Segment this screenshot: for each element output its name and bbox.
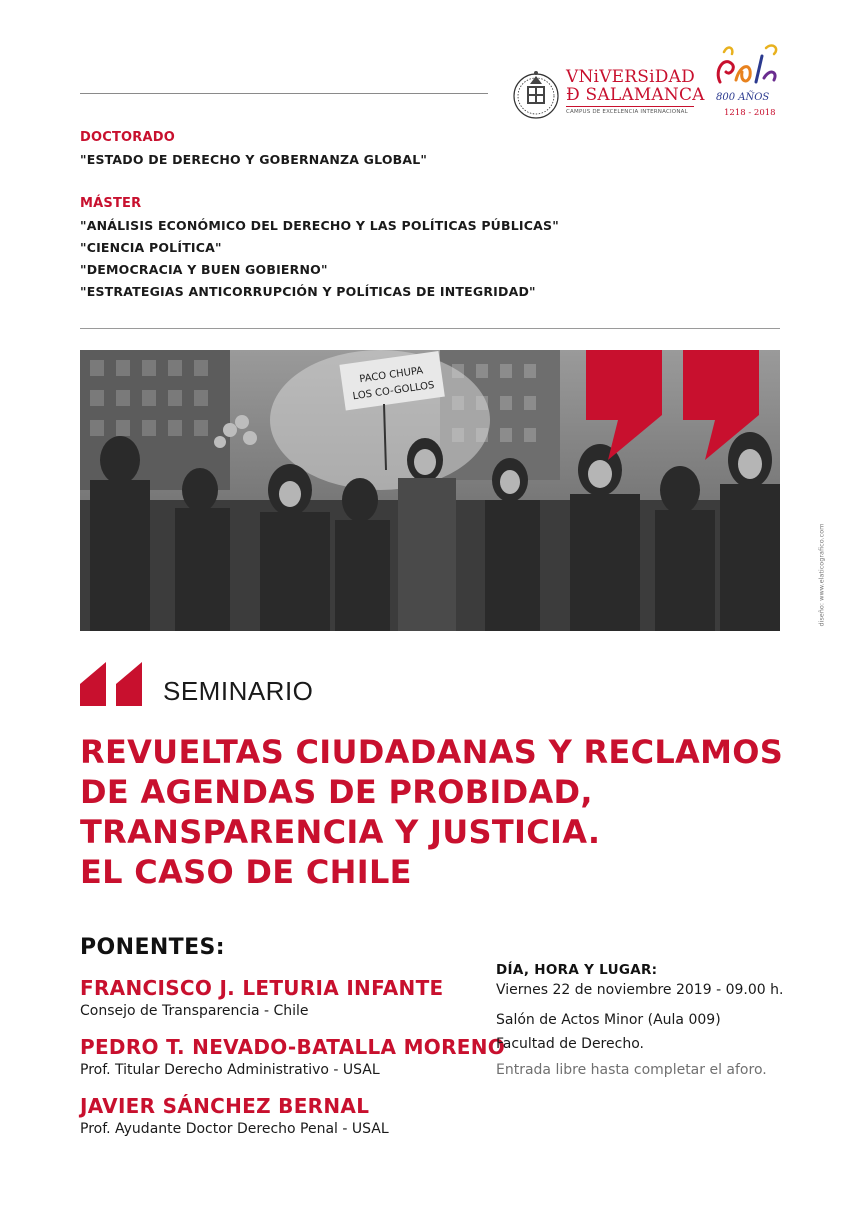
quote-mark-icon — [80, 662, 144, 706]
university-sub-rule — [566, 106, 694, 107]
speaker-role: Prof. Ayudante Doctor Derecho Penal - USAL — [80, 1121, 389, 1137]
event-title-line: EL CASO DE CHILE — [80, 853, 412, 891]
anniversary-emblem-icon — [710, 42, 785, 92]
event-info — [496, 962, 783, 1082]
svg-text:LOS CO-GOLLOS: LOS CO-GOLLOS — [352, 379, 436, 403]
event-title-line: REVUELTAS CIUDADANAS Y RECLAMOS — [80, 733, 784, 771]
anniversary-text: 800 AÑOS — [716, 92, 770, 103]
speaker-role: Prof. Titular Derecho Administrativo - USAL — [80, 1062, 380, 1078]
doctorado-block — [80, 127, 427, 171]
event-title-line: DE AGENDAS DE PROBIDAD, — [80, 773, 593, 811]
speakers-heading: PONENTES: — [80, 935, 225, 960]
protest-photo — [80, 350, 780, 631]
design-credit — [817, 516, 834, 636]
protest-photo-illustration — [80, 350, 780, 631]
speaker-name: JAVIER SÁNCHEZ BERNAL — [80, 1094, 370, 1118]
doctorado-label: DOCTORADO — [80, 130, 176, 145]
speaker-entry — [80, 1035, 505, 1078]
master-item: "ANÁLISIS ECONÓMICO DEL DERECHO Y LAS POLÍTICAS PÚBLICAS" — [80, 218, 559, 233]
event-title — [80, 732, 800, 892]
event-title-line: TRANSPARENCIA Y JUSTICIA. — [80, 813, 601, 851]
speaker-role: Consejo de Transparencia - Chile — [80, 1003, 309, 1019]
event-type-label: SEMINARIO — [163, 676, 314, 706]
university-name-line2: Ð SALAMANCA — [566, 85, 705, 105]
doctorado-item: "ESTADO DE DERECHO Y GOBERNANZA GLOBAL" — [80, 152, 428, 167]
design-credit-text: diseño: www.elaticografico.com — [817, 523, 826, 627]
master-block — [80, 193, 559, 303]
master-label: MÁSTER — [80, 196, 142, 211]
master-item: "CIENCIA POLÍTICA" — [80, 240, 222, 255]
event-date-time: Viernes 22 de noviembre 2019 - 09.00 h. — [496, 982, 784, 998]
anniversary-years: 1218 - 2018 — [724, 108, 776, 118]
speaker-name: FRANCISCO J. LETURIA INFANTE — [80, 976, 444, 1000]
university-logo — [512, 66, 705, 126]
event-info-heading: DÍA, HORA Y LUGAR: — [496, 962, 658, 978]
university-campus-tagline: CAMPUS DE EXCELENCIA INTERNACIONAL — [566, 109, 688, 115]
event-entry-note: Entrada libre hasta completar el aforo. — [496, 1062, 767, 1078]
master-item: "DEMOCRACIA Y BUEN GOBIERNO" — [80, 262, 328, 277]
anniversary-logo — [710, 42, 785, 122]
university-seal-icon — [512, 66, 560, 122]
protest-sign-text: PACO CHUPA — [358, 365, 424, 386]
header-rule — [80, 93, 488, 94]
event-faculty: Facultad de Derecho. — [496, 1036, 644, 1052]
event-venue: Salón de Actos Minor (Aula 009) — [496, 1012, 721, 1028]
university-name-line1: VNiVERSiDAD — [566, 67, 695, 87]
speaker-name: PEDRO T. NEVADO-BATALLA MORENO — [80, 1035, 506, 1059]
speaker-entry — [80, 976, 444, 1019]
section-rule — [80, 328, 780, 329]
master-item: "ESTRATEGIAS ANTICORRUPCIÓN Y POLÍTICAS DE INTEGRIDAD" — [80, 284, 536, 299]
speaker-entry — [80, 1094, 389, 1137]
